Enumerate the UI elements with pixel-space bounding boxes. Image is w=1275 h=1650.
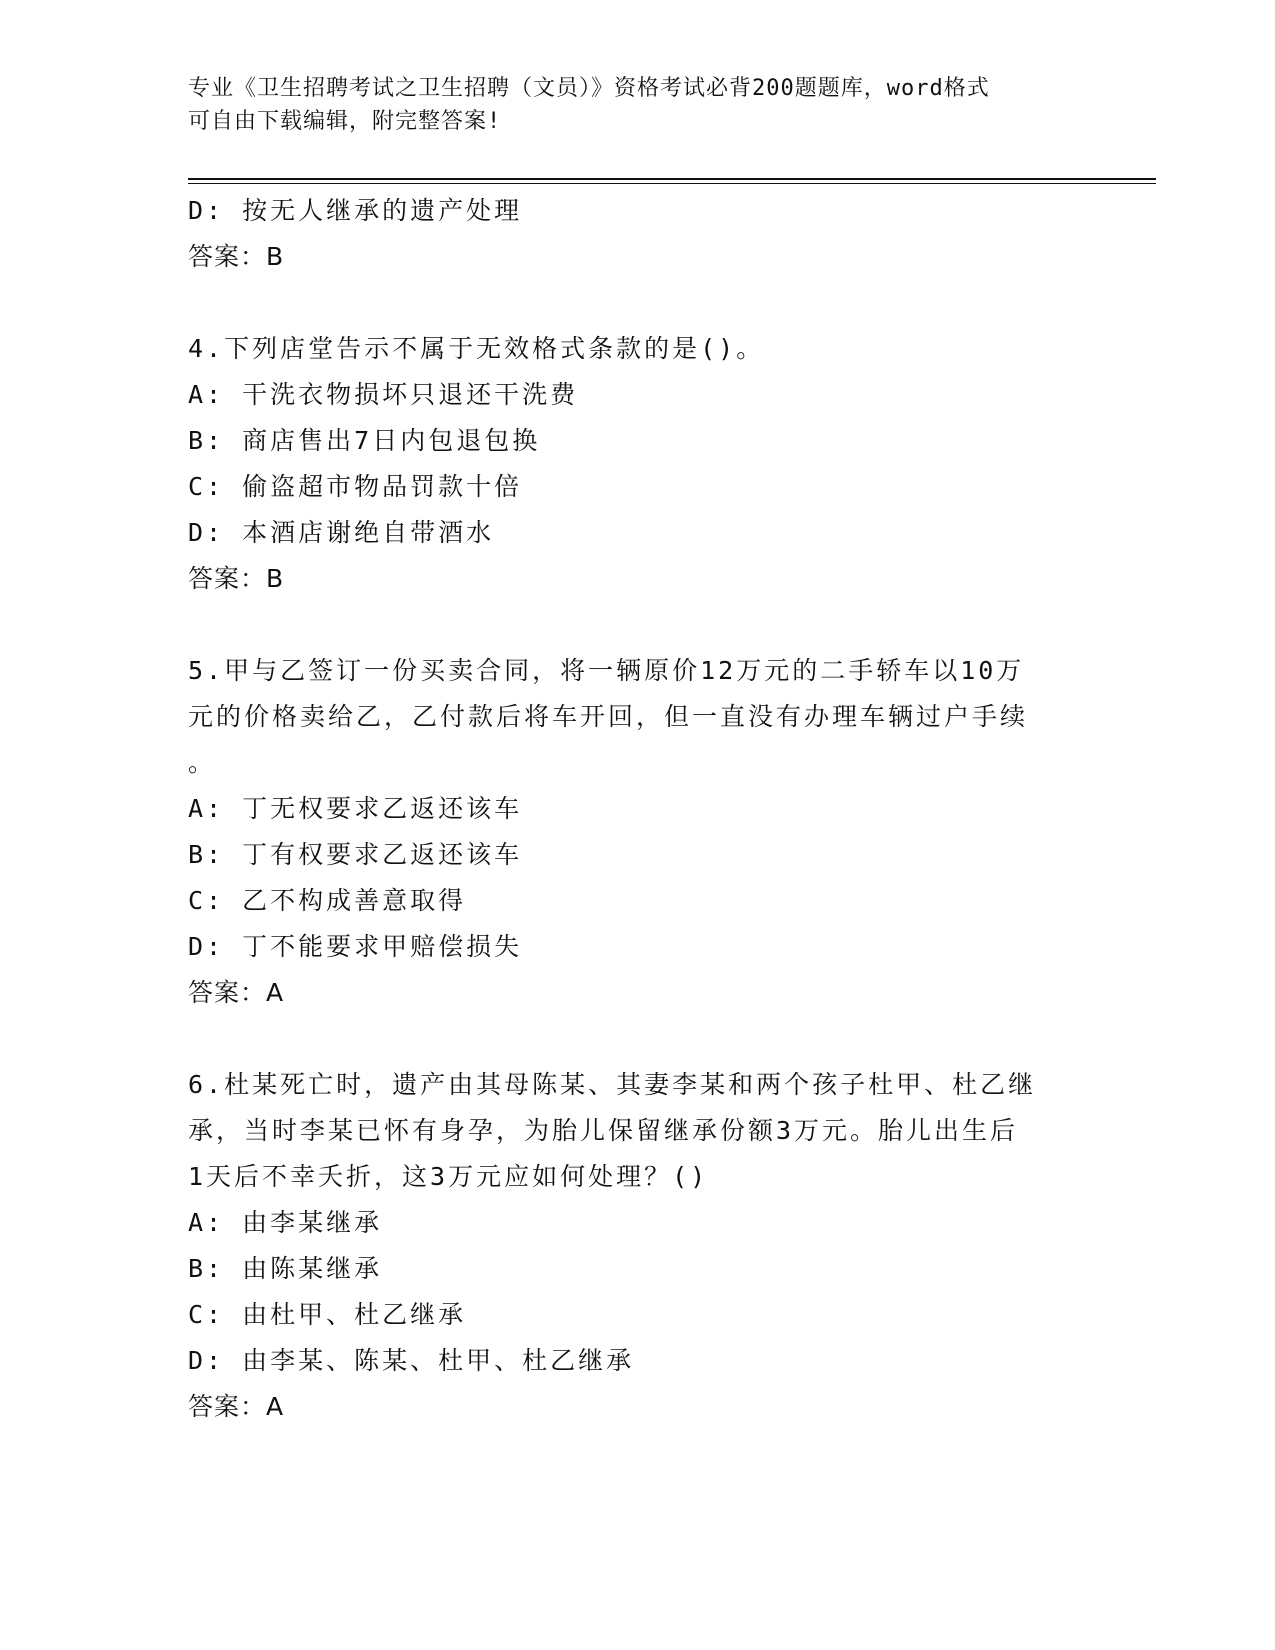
- q5-stem-line-1: 5.甲与乙签订一份买卖合同，将一辆原价12万元的二手轿车以10万: [188, 656, 1025, 685]
- spacer: [188, 602, 1088, 648]
- q5-option-b: B: 丁有权要求乙返还该车: [188, 840, 523, 869]
- continued-option-d: D: 按无人继承的遗产处理: [188, 196, 523, 225]
- header-divider-thick: [188, 178, 1156, 180]
- q6-stem-line-2: 承，当时李某已怀有身孕，为胎儿保留继承份额3万元。胎儿出生后: [188, 1116, 1019, 1145]
- q5-answer: 答案：A: [188, 978, 285, 1007]
- q4-stem: 4.下列店堂告示不属于无效格式条款的是()。: [188, 334, 765, 363]
- page-header: [188, 72, 1068, 138]
- q4-option-a: A: 干洗衣物损坏只退还干洗费: [188, 380, 579, 409]
- q6-option-c: C: 由杜甲、杜乙继承: [188, 1300, 467, 1329]
- header-divider-thin: [188, 183, 1156, 184]
- q6-answer: 答案：A: [188, 1392, 285, 1421]
- q5-option-c: C: 乙不构成善意取得: [188, 886, 467, 915]
- header-title-line-2: 可自由下载编辑，附完整答案!: [188, 109, 502, 134]
- q6-stem-line-3: 1天后不幸夭折，这3万元应如何处理？(): [188, 1162, 709, 1191]
- q6-option-d: D: 由李某、陈某、杜甲、杜乙继承: [188, 1346, 635, 1375]
- q4-option-c: C: 偷盗超市物品罚款十倍: [188, 472, 523, 501]
- header-title-line-1: 专业《卫生招聘考试之卫生招聘（文员）》资格考试必背200题题库，word格式: [188, 76, 990, 101]
- spacer: [188, 1016, 1088, 1062]
- q6-option-b: B: 由陈某继承: [188, 1254, 383, 1283]
- q5-stem-line-3: 。: [188, 748, 217, 777]
- q4-option-d: D: 本酒店谢绝自带酒水: [188, 518, 495, 547]
- spacer: [188, 280, 1088, 326]
- q5-stem-line-2: 元的价格卖给乙，乙付款后将车开回，但一直没有办理车辆过户手续: [188, 702, 1029, 731]
- q6-stem-line-1: 6.杜某死亡时，遗产由其母陈某、其妻李某和两个孩子杜甲、杜乙继: [188, 1070, 1037, 1099]
- q4-option-b: B: 商店售出7日内包退包换: [188, 426, 541, 455]
- question-content: [188, 188, 1088, 1430]
- q4-answer: 答案：B: [188, 564, 285, 593]
- q5-option-a: A: 丁无权要求乙返还该车: [188, 794, 523, 823]
- q5-option-d: D: 丁不能要求甲赔偿损失: [188, 932, 523, 961]
- continued-answer: 答案：B: [188, 242, 285, 271]
- q6-option-a: A: 由李某继承: [188, 1208, 383, 1237]
